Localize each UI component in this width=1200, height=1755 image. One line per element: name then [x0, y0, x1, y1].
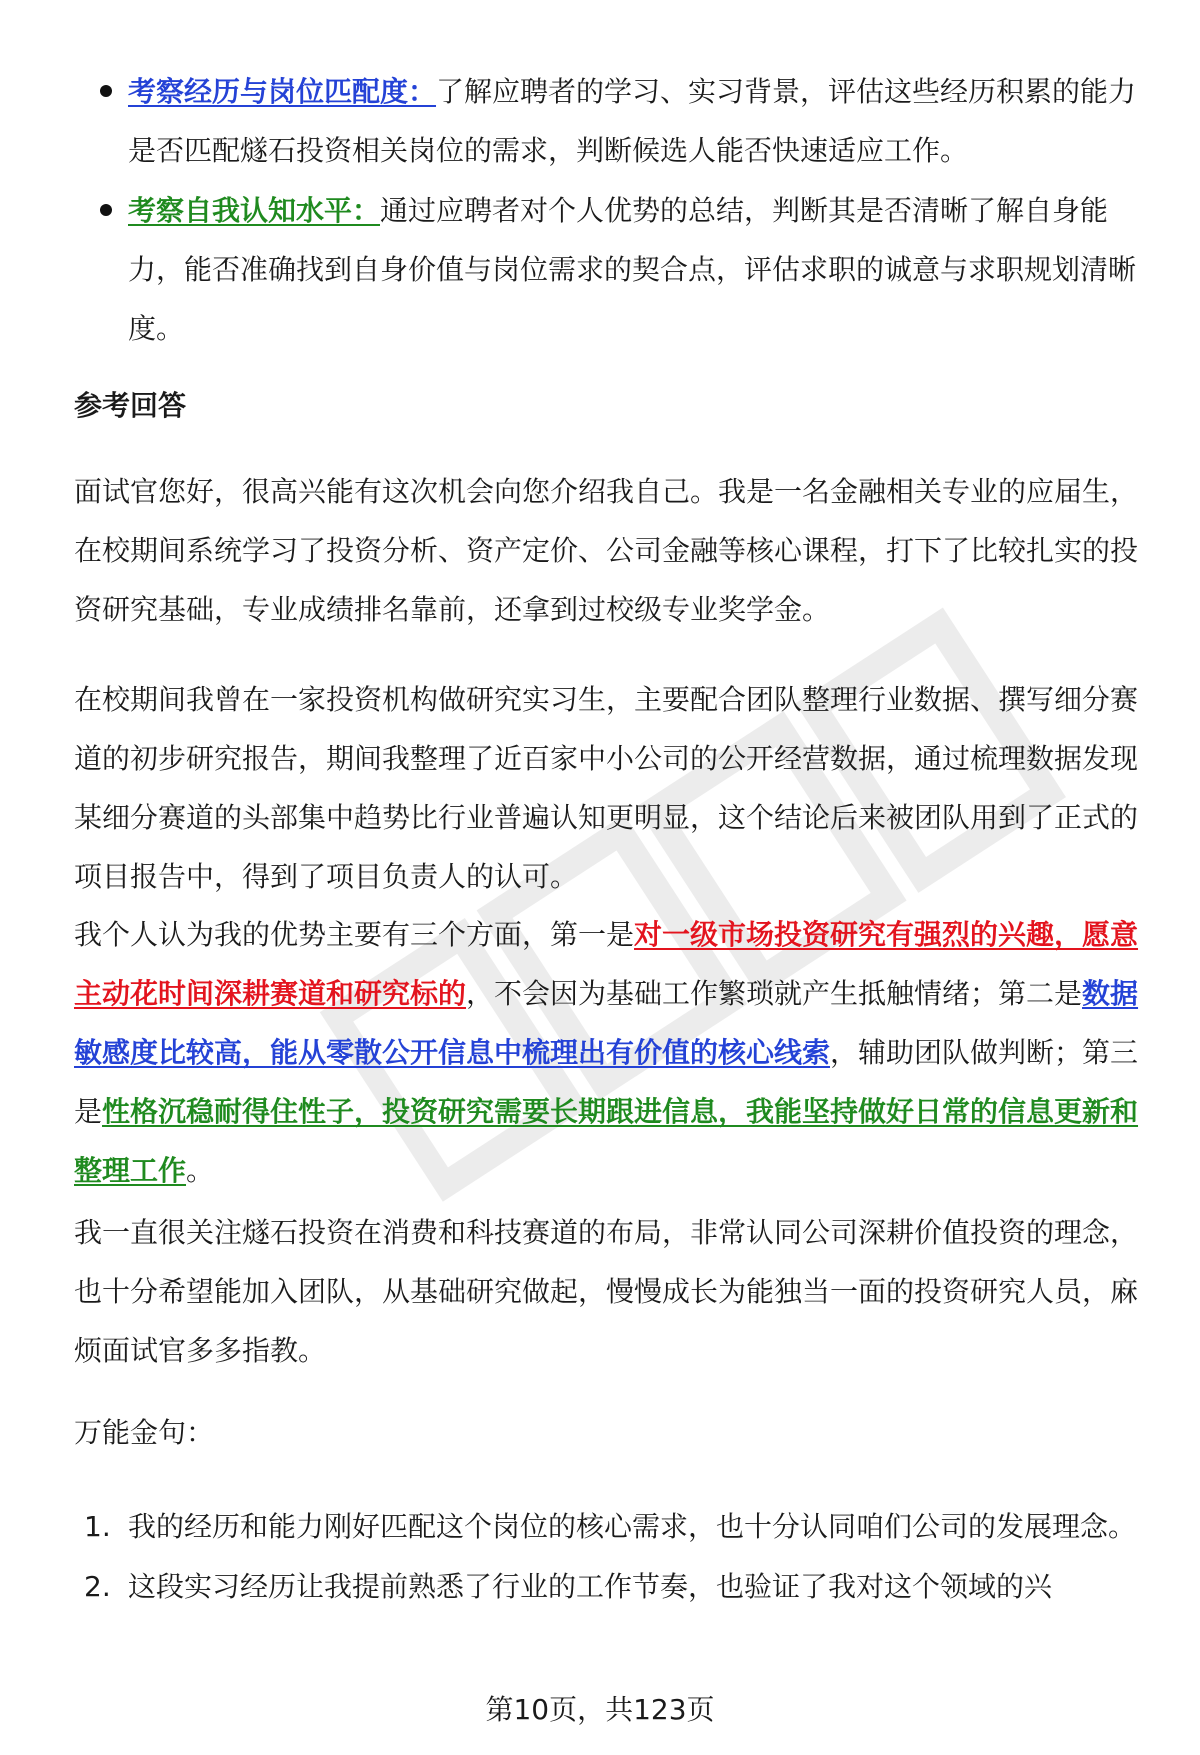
golden-sentences-list — [80, 1497, 1155, 1616]
golden-sentence-item — [80, 1497, 1155, 1556]
strength-highlight-third: 性格沉稳耐得住性子，投资研究需要长期跟进信息，我能坚持做好日常的信息更新和整理工作 — [74, 1095, 1139, 1187]
bullet-dot-icon — [100, 204, 112, 216]
list-number: 1. — [84, 1510, 111, 1543]
paragraph-closing: 我一直很关注燧石投资在消费和科技赛道的布局，非常认同公司深耕价值投资的理念，也十分希望能加入团队，从基础研究做起，慢慢成长为能独当一面的投资研究人员，麻烦面试官多多指教。 — [74, 1216, 1139, 1367]
bullet-item-self-awareness — [100, 181, 1150, 358]
bullet-item-experience-match — [100, 62, 1150, 180]
bullet-keyword-experience-match: 考察经历与岗位匹配度： — [128, 75, 437, 108]
page-number-footer: 第10页，共123页 — [485, 1693, 715, 1726]
paragraph-intro: 面试官您好，很高兴能有这次机会向您介绍我自己。我是一名金融相关专业的应届生，在校期间系统学习了投资分析、资产定价、公司金融等核心课程，打下了比较扎实的投资研究基础，专业成绩排名靠前，还拿到过校级专业奖学金。 — [74, 475, 1139, 626]
bullet-text-experience-match: 了解应聘者的学习、实习背景，评估这些经历积累的能力是否匹配燧石投资相关岗位的需求，判断候选人能否快速适应工作。 — [128, 75, 1137, 167]
strength-highlight-first: 对一级市场投资研究有强烈的兴趣，愿意主动花时间深耕赛道和研究标的 — [74, 918, 1139, 1010]
strengths-mid-text-1: ，不会因为基础工作繁琐就产生抵触情绪；第二是 — [466, 977, 1083, 1010]
strength-highlight-second: 数据敏感度比较高，能从零散公开信息中梳理出有价值的核心线索 — [74, 977, 1139, 1069]
golden-sentence-item — [80, 1557, 1155, 1616]
paragraph-internship: 在校期间我曾在一家投资机构做研究实习生，主要配合团队整理行业数据、撰写细分赛道的初步研究报告，期间我整理了近百家中小公司的公开经营数据，通过梳理数据发现某细分赛道的头部集中趋势比行业普遍认知更明显，这个结论后来被团队用到了正式的项目报告中，得到了项目负责人的认可。 — [74, 683, 1139, 893]
bullet-keyword-self-awareness: 考察自我认知水平： — [128, 194, 381, 227]
golden-sentence-text: 我的经历和能力刚好匹配这个岗位的核心需求，也十分认同咱们公司的发展理念。 — [128, 1510, 1137, 1543]
bullet-text-self-awareness: 通过应聘者对个人优势的总结，判断其是否清晰了解自身能力，能否准确找到自身价值与岗位需求的契合点，评估求职的诚意与求职规划清晰度。 — [128, 194, 1137, 345]
list-number: 2. — [84, 1570, 111, 1603]
strengths-mid-text-2: ，辅助团队做判断；第三是 — [74, 1036, 1139, 1128]
paragraph-strengths — [74, 905, 1154, 1200]
strengths-end-text: 。 — [186, 1154, 215, 1187]
strengths-lead-text: 我个人认为我的优势主要有三个方面，第一是 — [74, 918, 635, 951]
section-title-reference-answer: 参考回答 — [74, 389, 187, 422]
bullet-dot-icon — [100, 85, 112, 97]
golden-sentences-label: 万能金句： — [74, 1416, 215, 1449]
criteria-bullet-list — [100, 62, 1150, 358]
golden-sentence-text: 这段实习经历让我提前熟悉了行业的工作节奏，也验证了我对这个领域的兴 — [128, 1570, 1053, 1603]
